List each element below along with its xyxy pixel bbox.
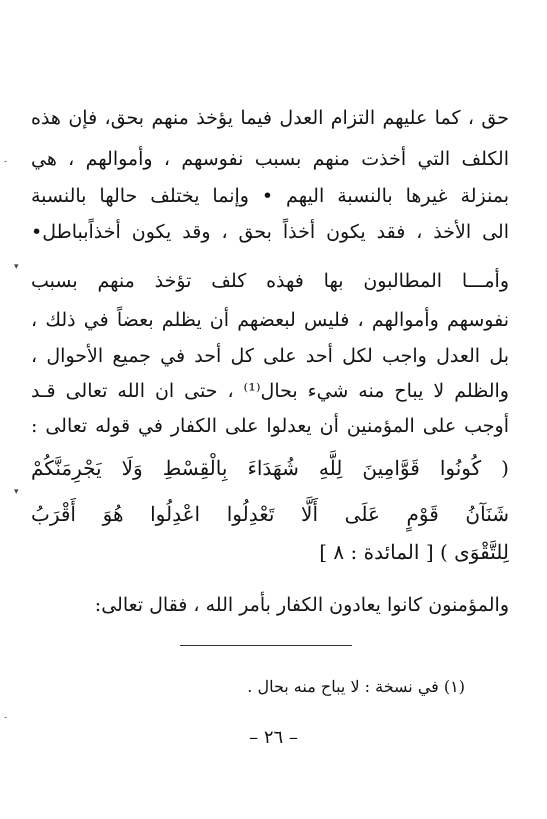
quote-line: لِلتَّقْوَى ) [ المائدة : ٨ ] [319,540,509,564]
margin-mark: - [4,157,8,167]
text-line: وأمـــا المطالبون بها فهذه كلف تؤخذ منهم بسبب [31,270,509,292]
text-line: والظلم لا يباح منه شيء بحال⁽¹⁾ ، حتى ان الله تعالى قـد [31,380,509,402]
text-line: أوجب على المؤمنين أن يعدلوا على الكفار في قوله تعالى : [31,415,509,437]
text-line: حق ، كما عليهم التزام العدل فيما يؤخذ منهم بحق، فإن هذه [31,107,509,129]
margin-mark: ▾ [14,262,19,272]
quote-line: شَنَآنُ قَوْمٍ عَلَى أَلَّا تَعْدِلُوا اعْدِلُوا هُوَ أَقْرَبُ [31,502,509,526]
text-line: الى الأخذ ، فقد يكون أخذاً بحق ، وقد يكون أخذاًبباطل• [31,221,509,243]
footnote-separator [180,645,352,646]
text-line: الكلف التي أخذت منهم بسبب نفوسهم ، وأموالهم ، هي [31,148,509,170]
text-line: بل العدل واجب لكل أحد على كل أحد في جميع الأحوال ، [31,345,509,367]
margin-mark: - [4,713,8,723]
text-line: نفوسهم وأموالهم ، فليس لبعضهم أن يظلم بعضاً في ذلك ، [31,309,509,331]
margin-mark: ▾ [14,487,19,497]
page-number: – ٢٦ – [249,727,298,748]
footnote: (١) في نسخة : لا يباح منه بحال . [247,677,465,696]
text-line: بمنزلة غيرها بالنسبة اليهم • وإنما يختلف حالها بالنسبة [31,185,509,207]
paragraph-3: والمؤمنون كانوا يعادون الكفار بأمر الله ، فقال تعالى: [94,594,509,616]
quote-line: ( كُونُوا قَوَّامِينَ لِلَّهِ شُهَدَاءَ بِالْقِسْطِ وَلَا يَجْرِمَنَّكُمْ [31,456,509,480]
